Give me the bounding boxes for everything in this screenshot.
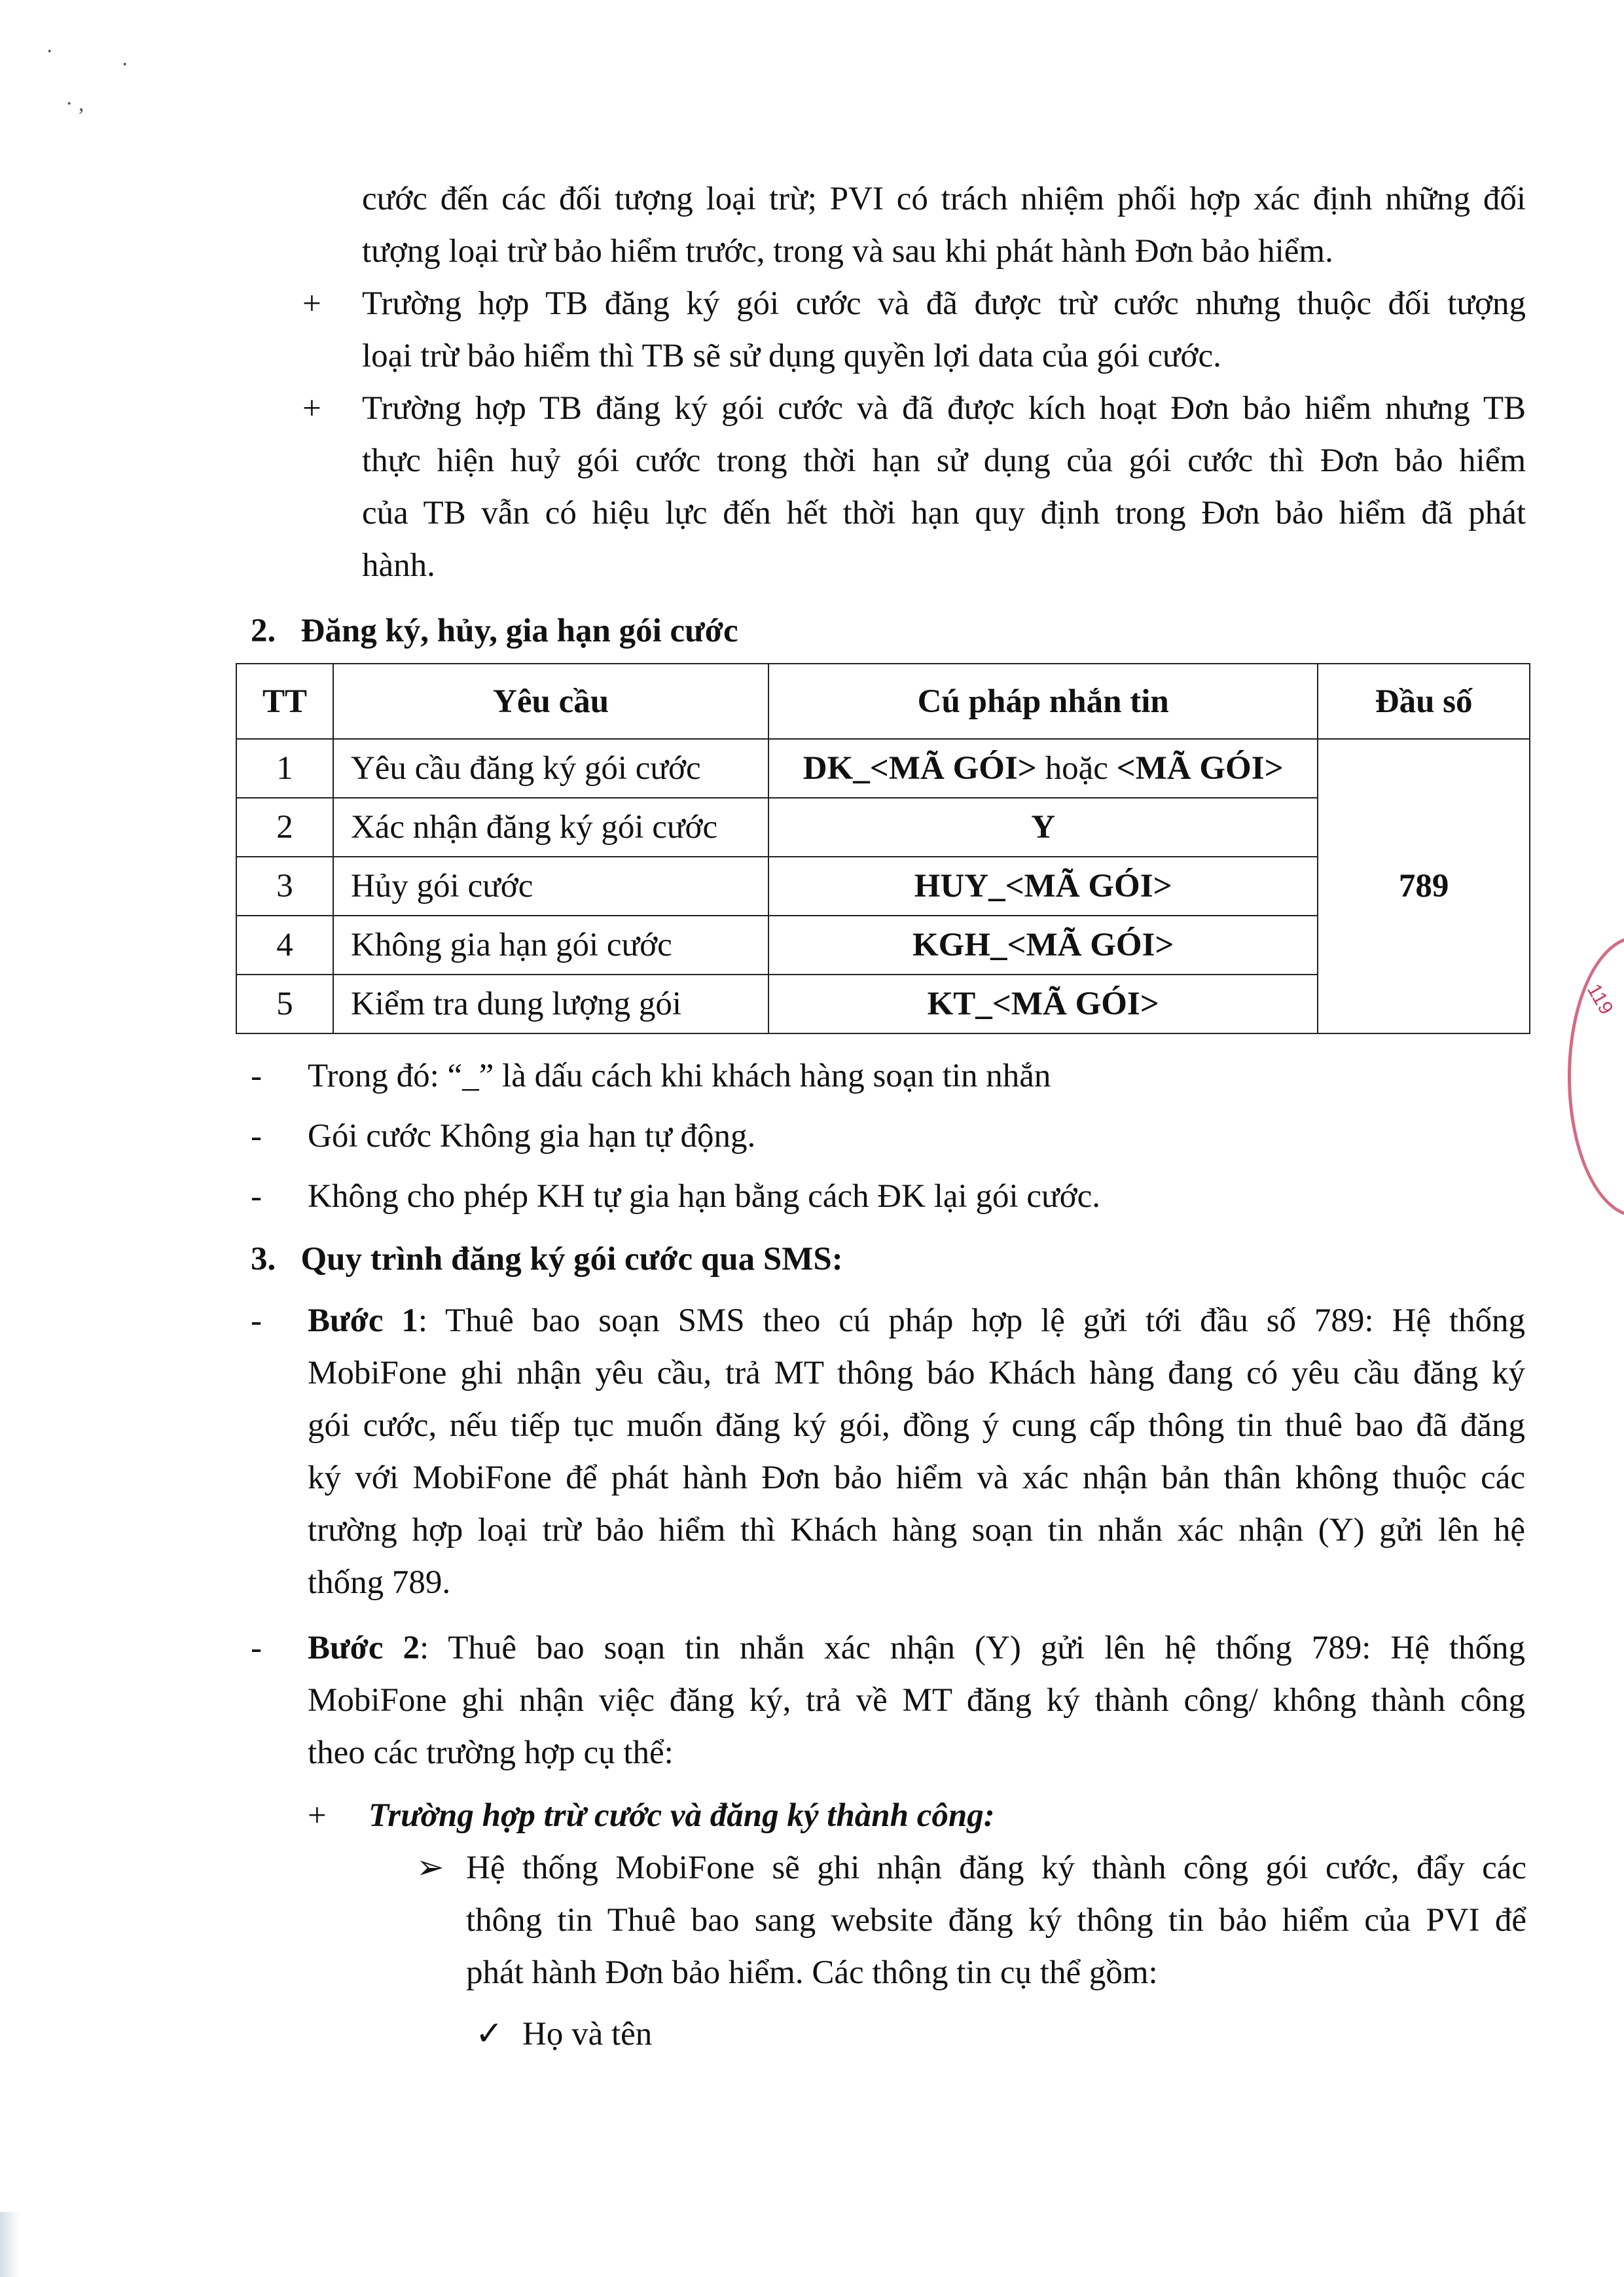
step2-line: MobiFone ghi nhận việc đăng ký, trả về MT đăng ký thành công/ không thành công xyxy=(308,1682,1525,1719)
dash-marker: - xyxy=(251,1302,262,1339)
shortcode-cell: 789 xyxy=(1318,739,1530,1033)
section-heading: 2. Đăng ký, hủy, gia hạn gói cước xyxy=(251,613,738,649)
step1-line: thống 789. xyxy=(308,1564,451,1601)
bullet-line: Trường hợp TB đăng ký gói cước và đã được kích hoạt Đơn bảo hiểm nhưng TB xyxy=(362,390,1526,427)
step2-text: : Thuê bao soạn tin nhắn xác nhận (Y) gửi lên hệ thống 789: Hệ thống xyxy=(420,1630,1525,1666)
step2-label: Bước 2 xyxy=(308,1630,420,1666)
step1-line: trường hợp loại trừ bảo hiểm thì Khách hàng soạn tin nhắn xác nhận (Y) gửi lên hệ xyxy=(308,1512,1525,1549)
sms-syntax-table xyxy=(236,663,1530,1034)
plus-marker: + xyxy=(302,285,321,322)
step1-line: gói cước, nếu tiếp tục muốn đăng ký gói, đồng ý cung cấp thông tin thuê bao đã đăng xyxy=(308,1407,1525,1444)
dash-marker: - xyxy=(251,1630,262,1666)
step2-line xyxy=(308,1622,1525,1674)
row-number: 3 xyxy=(236,857,333,916)
checkmark-icon: ✓ xyxy=(475,2016,503,2053)
check-item: Họ và tên xyxy=(522,2016,653,2053)
arrow-item-line: phát hành Đơn bảo hiểm. Các thông tin cụ thể gồm: xyxy=(466,1954,1158,1991)
step2-line: theo các trường hợp cụ thể: xyxy=(308,1734,674,1771)
row-request: Yêu cầu đăng ký gói cước xyxy=(333,739,768,798)
scan-mark: · xyxy=(46,39,54,63)
bullet-line: hành. xyxy=(362,547,435,584)
step1-line xyxy=(308,1295,1525,1347)
bullet-line: Trường hợp TB đăng ký gói cước và đã được trừ cước nhưng thuộc đối tượng xyxy=(362,285,1526,322)
row-request: Xác nhận đăng ký gói cước xyxy=(333,798,768,857)
step1-line: ký với MobiFone để phát hành Đơn bảo hiểm và xác nhận bản thân không thuộc các xyxy=(308,1460,1525,1496)
stamp-text: 119 xyxy=(1583,980,1617,1018)
intro-line: cước đến các đối tượng loại trừ; PVI có trách nhiệm phối hợp xác định những đối xyxy=(362,181,1526,217)
syntax-code: DK_<MÃ GÓI> xyxy=(803,750,1037,787)
arrow-item-line: thông tin Thuê bao sang website đăng ký thông tin bảo hiểm của PVI để xyxy=(466,1902,1526,1939)
header-shortcode: Đầu số xyxy=(1318,664,1530,739)
row-number: 5 xyxy=(236,975,333,1033)
row-number: 2 xyxy=(236,798,333,857)
arrow-item-line: Hệ thống MobiFone sẽ ghi nhận đăng ký thành công gói cước, đẩy các xyxy=(466,1850,1526,1886)
step1-line: MobiFone ghi nhận yêu cầu, trả MT thông báo Khách hàng đang có yêu cầu đăng ký xyxy=(308,1355,1525,1391)
bullet-line: thực hiện huỷ gói cước trong thời hạn sử dụng của gói cước thì Đơn bảo hiểm xyxy=(362,442,1526,479)
bullet-line: của TB vẫn có hiệu lực đến hết thời hạn quy định trong Đơn bảo hiểm đã phát xyxy=(362,495,1526,531)
row-syntax: HUY_<MÃ GÓI> xyxy=(768,857,1318,916)
step1-text: : Thuê bao soạn SMS theo cú pháp hợp lệ gửi tới đầu số 789: Hệ thống xyxy=(418,1302,1526,1339)
note-line: Không cho phép KH tự gia hạn bằng cách ĐK lại gói cước. xyxy=(308,1178,1101,1215)
step1-label: Bước 1 xyxy=(308,1302,418,1339)
table-header-row xyxy=(236,664,1530,739)
row-syntax: KGH_<MÃ GÓI> xyxy=(768,916,1318,975)
header-syntax: Cú pháp nhắn tin xyxy=(768,664,1318,739)
note-line: Gói cước Không gia hạn tự động. xyxy=(308,1118,756,1155)
table-row xyxy=(236,739,1530,798)
row-request: Hủy gói cước xyxy=(333,857,768,916)
row-syntax: KT_<MÃ GÓI> xyxy=(768,975,1318,1033)
header-tt: TT xyxy=(236,664,333,739)
note-line: Trong đó: “_” là dấu cách khi khách hàng soạn tin nhắn xyxy=(308,1058,1051,1094)
bullet-line: loại trừ bảo hiểm thì TB sẽ sử dụng quyền lợi data của gói cước. xyxy=(362,338,1221,374)
syntax-connector: hoặc xyxy=(1036,750,1117,787)
dash-marker: - xyxy=(251,1118,262,1155)
section-heading: 3. Quy trình đăng ký gói cước qua SMS: xyxy=(251,1241,843,1278)
intro-line: tượng loại trừ bảo hiểm trước, trong và sau khi phát hành Đơn bảo hiểm. xyxy=(362,233,1333,270)
case-heading: Trường hợp trừ cước và đăng ký thành công: xyxy=(369,1797,995,1834)
row-request: Không gia hạn gói cước xyxy=(333,916,768,975)
dash-marker: - xyxy=(251,1058,262,1094)
arrow-bullet-icon: ➢ xyxy=(416,1850,444,1886)
stamp-seal xyxy=(1568,936,1624,1217)
row-request: Kiểm tra dung lượng gói xyxy=(333,975,768,1033)
header-request: Yêu cầu xyxy=(333,664,768,739)
scan-edge xyxy=(0,2212,20,2277)
row-syntax: Y xyxy=(768,798,1318,857)
row-syntax xyxy=(768,739,1318,798)
dash-marker: - xyxy=(251,1178,262,1215)
plus-marker: + xyxy=(302,390,321,427)
scan-mark: · , xyxy=(65,92,84,116)
scan-mark: · xyxy=(121,52,129,77)
plus-marker: + xyxy=(308,1797,327,1834)
row-number: 4 xyxy=(236,916,333,975)
syntax-code: <MÃ GÓI> xyxy=(1116,750,1284,787)
row-number: 1 xyxy=(236,739,333,798)
